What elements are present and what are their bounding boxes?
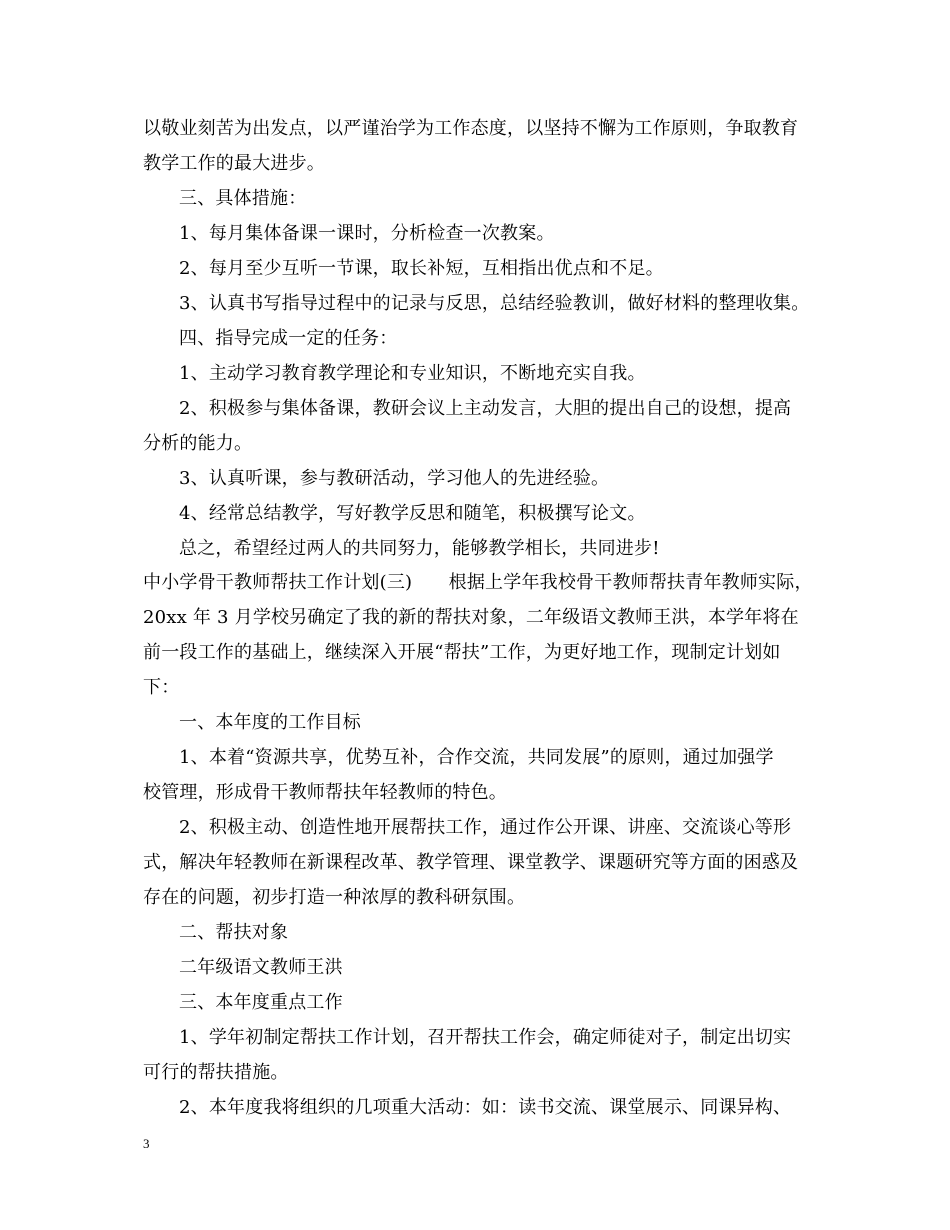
text-line: 总之，希望经过两人的共同努力，能够教学相长，共同进步! — [179, 538, 660, 559]
section-heading: 四、指导完成一定的任务： — [179, 328, 398, 349]
text-line: 前一段工作的基础上，继续深入开展“帮扶”工作，为更好地工作，现制定计划如 — [143, 642, 781, 663]
text-line: 1、主动学习教育教学理论和专业知识，不断地充实自我。 — [179, 363, 646, 384]
page-number: 3 — [143, 1136, 150, 1151]
section-heading: 三、本年度重点工作 — [179, 992, 343, 1013]
text-line: 2、积极参与集体备课，教研会议上主动发言，大胆的提出自己的设想，提高 — [179, 398, 792, 419]
text-line: 2、积极主动、创造性地开展帮扶工作，通过作公开课、讲座、交流谈心等形 — [179, 817, 792, 838]
text-line: 1、每月集体备课一课时，分析检查一次教案。 — [179, 223, 555, 244]
text-line: 分析的能力。 — [143, 433, 253, 454]
text-line: 教学工作的最大进步。 — [143, 153, 325, 174]
text-line: 2、每月至少互听一节课，取长补短，互相指出优点和不足。 — [179, 258, 664, 279]
text-line: 式，解决年轻教师在新课程改革、教学管理、课堂教学、课题研究等方面的困惑及 — [143, 852, 799, 873]
text-line: 3、认真书写指导过程中的记录与反思，总结经验教训，做好材料的整理收集。 — [179, 293, 810, 314]
document-title-line: 中小学骨干教师帮扶工作计划(三) 根据上学年我校骨干教师帮扶青年教师实际， — [143, 572, 813, 593]
text-line: 4、经常总结教学，写好教学反思和随笔，积极撰写论文。 — [179, 503, 646, 524]
section-heading: 一、本年度的工作目标 — [179, 712, 361, 733]
text-line: 下： — [143, 677, 180, 698]
text-line: 1、学年初制定帮扶工作计划，召开帮扶工作会，确定师徒对子，制定出切实 — [179, 1027, 792, 1048]
text-line: 校管理，形成骨干教师帮扶年轻教师的特色。 — [143, 782, 507, 803]
text-line: 20xx 年 3 月学校另确定了我的新的帮扶对象，二年级语文教师王洪，本学年将在 — [143, 607, 799, 628]
text-line: 存在的问题，初步打造一种浓厚的教科研氛围。 — [143, 887, 526, 908]
text-line: 2、本年度我将组织的几项重大活动：如：读书交流、课堂展示、同课异构、 — [179, 1097, 792, 1118]
text-line: 以敬业刻苦为出发点，以严谨治学为工作态度，以坚持不懈为工作原则，争取教育 — [143, 118, 799, 139]
text-line: 3、认真听课，参与教研活动，学习他人的先进经验。 — [179, 468, 610, 489]
text-line: 1、本着“资源共享，优势互补，合作交流，共同发展”的原则，通过加强学 — [179, 747, 774, 768]
text-line: 二年级语文教师王洪 — [179, 957, 343, 978]
section-heading: 二、帮扶对象 — [179, 922, 289, 943]
section-heading: 三、具体措施： — [179, 188, 307, 209]
text-line: 可行的帮扶措施。 — [143, 1062, 289, 1083]
